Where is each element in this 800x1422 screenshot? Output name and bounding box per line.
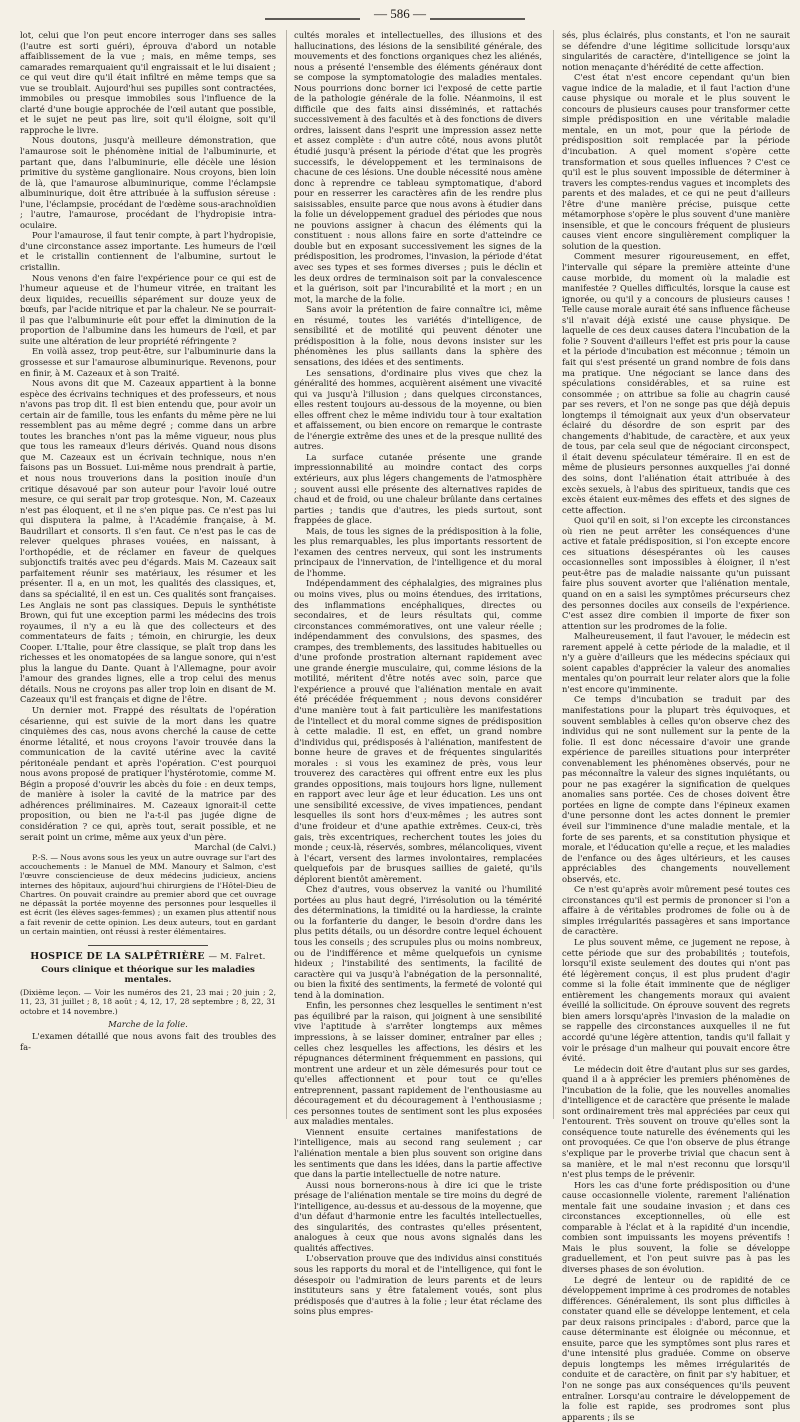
column-1 [20,30,276,1121]
paragraph: Comment mesurer rigoureusement, en effet, l'intervalle qui sépare la première atteinte d'une cause morbide, du moment où la maladie est manifestée ? Quelles difficultés, lorsque la cause est ignorée, ou qu'il y a concours de plusieurs causes ! Telle cause morale aurait été sans influence fâcheuse s'il n'avait déjà existé une cause physique. De laquelle de ces deux causes datera l'incubation de la folie ? Souvent d'ailleurs l'effet est pris pour la cause et la période d'incubation est méconnue ; témoin un fait qui s'est présenté un grand nombre de fois dans ma pratique. Une négociant se lance dans des spéculations considérables, et sa ruine est consommée ; on attribue sa folie au chagrin causé par ses revers, et l'on ne songe pas que déjà depuis longtemps il témoignait aux yeux d'un observateur éclairé du désordre de son esprit par des changements d'habitude, de caractère, et aux yeux de tous, par cela seul que de négociant circonspect, il était devenu spéculateur téméraire. Il en est de même de plusieurs personnes auxquelles j'ai donné des soins, dont l'aliénation était attribuée à des excès sexuels, à l'abus des spiritueux, tandis que ces excès étaient eux-mêmes des effets et des signes de cette affection. [562,251,790,515]
paragraph: Nous venons d'en faire l'expérience pour ce qui est de l'humeur aqueuse et de l'humeur vitrée, en traitant les deux liquides, recueillis séparément sur douze yeux de bœufs, par l'acide nitrique et par la chaleur. Ne se pourrait-il pas que l'albuminurie eût pour effet la diminution de la proportion de l'albumine dans les humeurs de l'œil, et par suite une altération de leur propriété réfringente ? [20,272,276,346]
paragraph: Le médecin doit être d'autant plus sur ses gardes, quand il a à apprécier les premiers phénomènes de l'incubation de la folie, que les nouvelles anomalies d'intelligence et de caractère que présente le malade sont ordinairement très mal appréciées par ceux qui l'entourent. Très souvent on trouve qu'elles sont la conséquence toute naturelle des événements qui les ont provoquées. Ce que l'on observe de plus étrange s'explique par le proverbe trivial que chacun sent à sa manière, et le mal n'est reconnu que lorsqu'il n'est plus temps de le prévenir. [562,1063,790,1180]
paragraph: Nous doutons, jusqu'à meilleure démonstration, que l'amaurose soit le phénomène initial de l'albuminurie, et partant que, dans l'albuminurie, elle décèle une lésion primitive du système ganglionaire. Nous croyons, bien loin de là, que l'amaurose albuminurique, comme l'éclampsie albuminurique, doit être attribuée à la suffusion séreuse : l'une, l'éclampsie, procédant de l'œdème sous-arachnoïdien ; l'autre, l'amaurose, procédant de l'hydropisie intra-oculaire. [20,135,276,230]
paragraph: Le plus souvent même, ce jugement ne repose, à cette période que sur des probabilités ; toutefois, lorsqu'il existe seulement des doutes qui n'ont pas été légèrement conçus, il est plus prudent d'agir comme si la folie était imminente que de négliger entièrement les changements moraux qui avaient éveillé la sollicitude. On éprouve souvent des regrets bien amers lorsqu'après l'invasion de la maladie on se rappelle des circonstances auxquelles il ne fut accordé qu'une légère attention, tandis qu'il fallait y voir le présage d'un malheur qui pouvait encore être évité. [562,937,790,1064]
section-title-text: HOSPICE DE LA SALPÊTRIÈRE [30,951,205,963]
paragraph: Mais, de tous les signes de la prédisposition à la folie, les plus remarquables, les plus importants ressortent de l'examen des centres nerveux, qui sont les instruments principaux de l'innervation, de l'intelligence et du moral de l'homme. [294,525,542,578]
section-title [20,952,276,963]
paragraph: C'est état n'est encore cependant qu'un bien vague indice de la maladie, et il faut l'action d'une cause physique ou morale et le plus souvent le concours de plusieurs causes pour transformer cette simple prédisposition en une véritable maladie mentale, en un mot, pour que la période de prédisposition soit remplacée par la période d'incubation. A quel moment s'opère cette transformation et sous quelles influences ? C'est ce qu'il est le plus souvent impossible de déterminer à travers les comptes-rendus vagues et incomplets des parents et des malades, et ce qui ne peut d'ailleurs l'être d'une manière précise, puisque cette métamorphose s'opère le plus souvent d'une manière insensible, et que le concours fréquent de plusieurs causes vient encore singulièrement compliquer la solution de la question. [562,72,790,251]
paragraph: L'examen détaillé que nous avons fait des troubles des fa- [20,1031,276,1052]
paragraph: Sans avoir la prétention de faire connaître ici, même en résumé, toutes les variétés d'intelligence, de sensibilité et de motilité qui peuvent dénoter une prédisposition à la folie, nous devons insister sur les phénomènes les plus saillants dans la sphère des sensations, des idées et des sentiments. [294,304,542,367]
paragraph: Aussi nous bornerons-nous à dire ici que le triste présage de l'aliénation mentale se tire moins du degré de l'intelligence, au-dessus et au-dessous de la moyenne, que d'un défaut d'harmonie entre les facultés intellectuelles, des singularités, des contrastes qu'elles présentent, analogues à ceux que nous avons signalés dans les qualités affectives. [294,1179,542,1253]
paragraph: Quoi qu'il en soit, si l'on excepte les circonstances où rien ne peut arrêter les conséquences d'une active et fatale prédisposition, si l'on excepte encore ces situations désespérantes où les causes occasionnelles sont impossibles à éloigner, il n'est peut-être pas de maladie naissante qu'un puissant faire plus souvent avorter que l'aliénation mentale, quand on en a saisi les symptômes précurseurs chez des personnes dociles aux conseils de l'expérience. C'est assez dire combien il importe de fixer son attention sur les prodromes de la folie. [562,515,790,631]
lecture-subhead: Marche de la folie. [108,1018,188,1029]
paragraph: Chez d'autres, vous observez la vanité ou l'humilité portées au plus haut degré, l'irrésolution ou la témérité des déterminations, la timidité ou la hardiesse, la crainte ou la forfanterie du danger, le besoin d'ordre dans les plus petits détails, ou un désordre contre lequel échouent tous les conseils ; des scrupules plus ou moins nombreux, ou de l'indifférence et même quelquefois un cynisme hideux ; l'instabilité des sentiments, la facilité de caractère qui va jusqu'à l'abnégation de la personnalité, ou bien la fixité des sentiments, la fermeté de volonté qui tend à la domination. [294,884,542,1000]
paragraph: lot, celui que l'on peut encore interroger dans ses salles (l'autre est sorti guéri), éprouva d'abord un notable affaiblissement de la vue ; mais, en même temps, ses camarades remarquaient qu'il engraissait et le lui disaient ; ce qui veut dire qu'il était infiltré en même temps que sa vue se troublait. Aujourd'hui ses pupilles sont contractées, immobiles ou presque immobiles sous l'influence de la clarté d'une bougie approchée de l'œil autant que possible, et le sujet ne peut pas lire, soit qu'il éloigne, soit qu'il rapproche le livre. [20,30,276,135]
paragraph: La surface cutanée présente une grande impressionnabilité au moindre contact des corps extérieurs, aux plus légers changements de l'atmosphère ; souvent aussi elle présente des alternatives rapides de chaud et de froid, ou une chaleur brûlante dans certaines parties ; tandis que d'autres, les pieds surtout, sont frappées de glace. [294,451,542,526]
paragraph: Hors les cas d'une forte prédisposition ou d'une cause occasionnelle violente, rarement l'aliénation mentale fait une soudaine invasion ; et dans ces circonstances exceptionnelles, où elle est comparable à l'éclat et à la rapidité d'un incendie, combien sont impuissants les moyens préventifs ! Mais le plus souvent, la folie se développe graduellement, et l'on peut suivre pas à pas les diverses phases de son évolution. [562,1179,790,1274]
page-number: — 586 — [374,6,426,21]
paragraph: Un dernier mot. Frappé des résultats de l'opération césarienne, qui est suivie de la mort dans les quatre cinquièmes des cas, nous avons cherché la cause de cette énorme létalité, et nous croyons l'avoir trouvée dans la communication de la cavité utérine avec la cavité péritonéale pendant et après l'opération. C'est pourquoi nous avons proposé de pratiquer l'hystérotomie, comme M. Bégin a proposé d'ouvrir les abcès du foie : en deux temps, de manière à isoler la cavité de la matrice par des adhérences préliminaires. M. Cazeaux ignorait-il cette proposition, ou bien ne l'a-t-il pas jugée digne de considération ? ce qui, après tout, serait possible, et ne serait point un crime, même aux yeux d'un père. [20,705,276,842]
lecture-dates: (Dixième leçon. — Voir les numéros des 21, 23 mai ; 20 juin ; 2, 11, 23, 31 juillet ; 8, 18 août ; 4, 12, 17, 28 septembre ; 8, 22, 31 octobre et 14 novembre.) [20,987,276,1016]
section-divider [88,945,208,946]
paragraph: sés, plus éclairés, plus constants, et l'on ne saurait se défendre d'une légitime sollicitude lorsqu'aux singularités de caractère, d'intelligence se joint la notion menaçante d'hérédité de cette affection. [562,30,790,72]
paragraph: Le degré de lenteur ou de rapidité de ce développement imprime à ces prodromes de notables différences. Généralement, ils sont plus difficiles à constater quand elle se développe lentement, et cela par deux raisons principales : d'abord, parce que la cause déterminante est éloignée ou méconnue, et ensuite, parce que les symptômes sont plus rares et d'une intensité plus graduée. Comme on observe depuis longtemps les mêmes irrégularités de conduite et de caractère, on finit par s'y habituer, et l'on ne songe pas aux conséquences qu'ils peuvent entraîner. Lorsqu'au contraire le développement de la folie est rapide, ses prodromes sont plus apparents ; ils se [562,1274,790,1422]
column-divider-2 [553,30,554,1119]
paragraph: Nous avons dit que M. Cazeaux appartient à la bonne espèce des écrivains techniques et des professeurs, et nous n'avons pas trop dit. Il est bien entendu que, pour avoir un certain air de famille, tous les enfants du même père ne lui ressemblent pas au même degré ; comme dans un arbre toutes les branches n'ont pas la même vigueur, nous plus que tous les rameaux d'leurs dérivés. Quand nous disons que M. Cazeaux est un écrivain technique, nous n'en faisons pas un Bossuet. Lui-même nous prendrait à partie, et nous nous trouverions dans la position inouïe d'un critique désavoué par son auteur pour l'avoir loué outre mesure, ce qui serait par trop grotesque. Non, M. Cazeaux n'est pas éloquent, et il ne s'en pique pas. Ce n'est pas lui qui disputera la palme, à l'Académie française, à M. Baudrillart et consorts. Il s'en faut. Ce n'est pas le cas de relever quelques phrases vouées, en naissant, à l'orthopédie, et de réclamer en faveur de quelques subjonctifs traités avec peu d'égards. Mais M. Cazeaux sait parfaitement réunir ses matériaux, les résumer et les présenter. Il a, en un mot, les qualités des classiques, et, dans sa spécialité, il en est un. Ces qualités sont françaises. Les Anglais ne sont pas classiques. Depuis le synthétiste Brown, qui fut une exception parmi les médecins des trois royaumes, il n'y a eu là que des collecteurs et des commentateurs de faits ; témoin, en chirurgie, les deux Cooper. L'Italie, pour être classique, se plaît trop dans les richesses et les onomatopées de sa langue sonore, qui n'est plus la langue du Dante. Quant à l'Allemagne, pour avoir l'amour des grandes lignes, elle a trop celui des menus détails. Nous ne croyons pas aller trop loin en disant de M. Cazeaux qu'il est français et digne de l'être. [20,378,276,705]
column-divider-1 [286,30,287,1119]
paragraph: En voilà assez, trop peut-être, sur l'albuminurie dans la grossesse et sur l'amaurose albuminurique. Revenons, pour en finir, à M. Cazeaux et à son Traité. [20,346,276,378]
paragraph: L'observation prouve que des individus ainsi constitués sous les rapports du moral et de l'intelligence, qui font le désespoir ou l'admiration de leurs parents et de leurs instituteurs sans y être fatalement voués, sont plus prédisposés que d'autres à la folie ; leur état réclame des soins plus empres- [294,1253,542,1317]
paragraph: Pour l'amaurose, il faut tenir compte, à part l'hydropisie, d'une circonstance assez importante. Les humeurs de l'œil et le cristallin contiennent de l'albumine, surtout le cristallin. [20,230,276,273]
author-signature: Marchal (de Calvi.) [194,842,276,853]
paragraph: Malheureusement, il faut l'avouer, le médecin est rarement appelé à cette période de la maladie, et il n'y a guère d'ailleurs que les médecins spéciaux qui soient capables d'apprécier la valeur des anomalies mentales qu'on pourrait leur relater alors que la folie n'est encore qu'imminente. [562,631,790,694]
section-professor: — M. Falret. [208,952,266,963]
paragraph: Ce n'est qu'après avoir mûrement pesé toutes ces circonstances qu'il est permis de prononcer si l'on a affaire à de véritables prodromes de folie ou à de simples irrégularités passagères et sans importance de caractère. [562,884,790,937]
paragraph: cultés morales et intellectuelles, des illusions et des hallucinations, des lésions de la sensibilité générale, des mouvements et des fonctions organiques chez les aliénés, nous a présenté l'ensemble des éléments généraux dont se compose la symptomatologie des maladies mentales. Nous pourrions donc borner ici l'exposé de cette partie de la pathologie générale de la folie. Néanmoins, il est difficile que des faits ainsi disséminés, et rattachés successivement à des facultés et à des fonctions de divers ordres, laissent dans l'esprit une impression assez nette et assez complète : d'un autre côté, nous avons plutôt étudié jusqu'à présent la période d'état que les progrès successifs, le développement et les terminaisons de chacune de ces lésions. Une double nécessité nous amène donc à reprendre ce tableau symptomatique, d'abord pour en resserrer les caractères afin de les rendre plus saisissables, ensuite parce que nous avons à étudier dans la folie un développement graduel des périodes que nous ne pouvions assigner à chacun des éléments qui la constituent : nous allons faire en sorte d'atteindre ce double but en exposant successivement les signes de la prédisposition, les prodromes, l'invasion, la période d'état avec ses types et ses formes diverses ; puis le déclin et les deux ordres de terminaison soit par la convalescence et la guérison, soit par l'incurabilité et la mort ; en un mot, la marche de la folie. [294,30,542,304]
paragraph: Viennent ensuite certaines manifestations de l'intelligence, mais au second rang seulement ; car l'aliénation mentale a bien plus souvent son origine dans les sentiments que dans les idées, dans la partie affective que dans la partie intellectuelle de notre nature. [294,1126,542,1180]
column-3 [562,30,790,1422]
column-2 [294,30,542,1317]
section-subtitle: Cours clinique et théorique sur les maladies mentales. [41,964,255,986]
paragraph: Indépendamment des céphalalgies, des migraines plus ou moins vives, plus ou moins étendues, des irritations, des inflammations encéphaliques, directes ou secondaires, et de leurs résultats qui, comme circonstances commémoratives, ont une valeur réelle ; indépendamment des convulsions, des spasmes, des crampes, des tremblements, des lassitudes habituelles ou d'une profonde prostration alternant rapidement avec une grande énergie musculaire, qui, comme lésions de la motilité, méritent d'être notés avec soin, parce que l'expérience a prouvé que l'aliénation mentale en avait été précédée fréquemment ; nous devons considérer d'une manière tout à fait particulière les manifestations de l'intellect et du moral comme signes de prédisposition à cette maladie. Il est, en effet, un grand nombre d'individus qui, prédisposés à l'aliénation, manifestent de bonne heure de graves et de fréquentes singularités morales : si vous les examinez de près, vous leur trouverez des caractères qui offrent entre eux les plus grandes oppositions, mais toujours hors ligne, nullement en rapport avec leur âge et leur éducation. Les uns ont une sensibilité excessive, de vives impatiences, pendant lesquelles ils sont hors d'eux-mêmes ; les autres sont d'une froideur et d'une apathie extrêmes. Ceux-ci, très gais, très excentriques, recherchent toutes les joies du monde ; ceux-là, réservés, sombres, mélancoliques, vivent à l'écart, versent des larmes involontaires, remplacées quelquefois par de brusques saillies de gaieté, qu'ils déplorent bientôt amèrement. [294,578,542,884]
paragraph: Ce temps d'incubation se traduit par des manifestations pour la plupart très équivoques, et souvent semblables à celles qu'on observe chez des individus qui ne sont nullement sur la pente de la folie. Il est donc nécessaire d'avoir une grande expérience de pareilles situations pour interpréter convenablement les phénomènes observés, pour ne pas méconnaître la valeur des signes inquiétants, ou pour ne pas exagérer la signification de quelques anomalies sans portée. Ces de choses doivent être portées en ligne de compte dans l'épineux examen d'une personne dont les actes donnent le premier éveil sur l'imminence d'une maladie mentale, et la forte de ses parents, et sa constitution physique et morale, et l'éducation qu'elle a reçue, et les maladies de l'enfance ou des âges ultérieurs, et les causes appréciables des changements nouvellement observés, etc. [562,694,790,884]
paragraph: Les sensations, d'ordinaire plus vives que chez la généralité des hommes, acquièrent aisément une vivacité qui va jusqu'à l'illusion ; dans quelques circonstances, elles restent toujours au-dessous de la moyenne, ou bien elles offrent chez le même individu tour à tour exaltation et affaissement, ou bien encore on remarque le contraste de l'énergie extrême des unes et de la presque nullité des autres. [294,367,542,452]
page-header [0,6,800,26]
paragraph: Enfin, les personnes chez lesquelles le sentiment n'est pas équilibré par la raison, qui joignent à une sensibilité vive l'aptitude à s'arrêter longtemps aux mêmes impressions, à se laisser dominer, entraîner par elles ; celles chez lesquelles les affections, les désirs et les répugnances déterminent fréquemment en passions, qui montrent une ardeur et un zèle démesurés pour tout ce qu'elles affectionnent et pour tout ce qu'elles entreprennent, passant rapidement de l'enthousiasme au découragement et du découragement à l'enthousiasme ; ces personnes toutes de sentiment sont les plus exposées aux maladies mentales. [294,1000,542,1127]
postscript: P.-S. — Nous avons sous les yeux un autre ouvrage sur l'art des accouchements : le Manuel de MM. Manoury et Salmon, c'est l'œuvre consciencieuse de deux médecins judicieux, anciens internes des hôpitaux, aujourd'hui chirurgiens de l'Hôtel-Dieu de Chartres. On pouvait craindre au premier abord que cet ouvrage ne dépassât la portée moyenne des personnes pour lesquelles il est écrit (les élèves sages-femmes) ; un examen plus attentif nous a fait revenir de cette opinion. Les deux auteurs, tout en gardant un certain maintien, ont réussi à rester élémentaires. [20,852,276,937]
